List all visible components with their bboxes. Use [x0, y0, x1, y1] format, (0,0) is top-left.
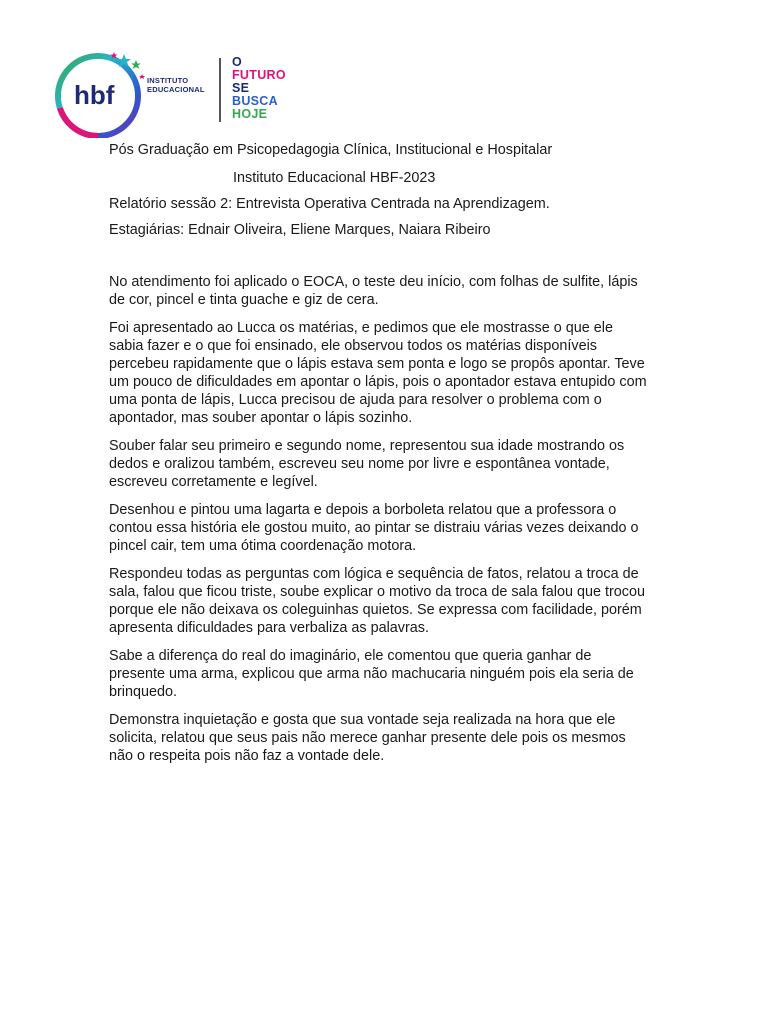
institution-title: Instituto Educacional HBF-2023 — [233, 170, 436, 186]
report-paragraph: Desenhou e pintou uma lagarta e depois a borboleta relatou que a professora o contou essa história ele gostou muito, ao pintar se distraiu várias vezes deixando o pincel cair, tem uma ótima coordenação motora. — [109, 502, 639, 554]
logo-slogan — [232, 56, 286, 121]
report-content — [109, 141, 649, 775]
slogan-line: FUTURO — [232, 68, 286, 82]
report-paragraph: No atendimento foi aplicado o EOCA, o teste deu início, com folhas de sulfite, lápis de cor, pincel e tinta guache e giz de cera. — [109, 274, 638, 308]
slogan-line: O — [232, 55, 243, 69]
logo-divider — [219, 58, 221, 122]
report-paragraph: Demonstra inquietação e gosta que sua vontade seja realizada na hora que ele solicita, relatou que seus pais não merece ganhar presente dele pois os mesmos não o respeita pois não faz a vontade dele. — [109, 712, 626, 764]
report-paragraph: Respondeu todas as perguntas com lógica e sequência de fatos, relatou a troca de sala, falou que ficou triste, soube explicar o motivo da troca de sala falou que trocou porque ele não deixava os coleguinhas quietos. Se expressa com facilidade, porém apresenta dificuldades para verbaliza as palavras. — [109, 566, 645, 636]
institute-line-2: EDUCACIONAL — [147, 85, 205, 94]
report-paragraph: Souber falar seu primeiro e segundo nome, representou sua idade mostrando os dedos e oralizou também, escreveu seu nome por livre e espontânea vontade, escreveu corretamente e legível. — [109, 438, 625, 490]
slogan-line: HOJE — [232, 107, 268, 121]
course-title: Pós Graduação em Psicopedagogia Clínica, Institucional e Hospitalar — [109, 142, 553, 158]
slogan-line: SE — [232, 81, 250, 95]
hbf-logo — [52, 46, 312, 138]
slogan-line: BUSCA — [232, 94, 278, 108]
report-paragraph: Foi apresentado ao Lucca os matérias, e pedimos que ele mostrasse o que ele sabia fazer e o que foi ensinado, ele observou todos os matérias disponíveis percebeu rapidamente que o lápis estava sem ponta e logo se propôs apontar. Teve um pouco de dificuldades em apontar o lápis, pois o apontador estava entupido com uma ponta de lápis, Lucca precisou de ajuda para resolver o problema com o apontador, mas souber apontar o lápis sozinho. — [109, 320, 647, 426]
report-paragraph: Sabe a diferença do real do imaginário, ele comentou que queria ganhar de presente uma arma, explicou que arma não machucaria ninguém pois ela seria de brinquedo. — [109, 648, 634, 700]
institute-label — [147, 76, 205, 94]
institute-line-1: INSTITUTO — [147, 76, 189, 85]
report-title: Relatório sessão 2: Entrevista Operativa Centrada na Aprendizagem. — [109, 196, 550, 212]
interns-line: Estagiárias: Ednair Oliveira, Eliene Marques, Naiara Ribeiro — [109, 222, 491, 238]
logo-brand: hbf — [74, 80, 115, 110]
